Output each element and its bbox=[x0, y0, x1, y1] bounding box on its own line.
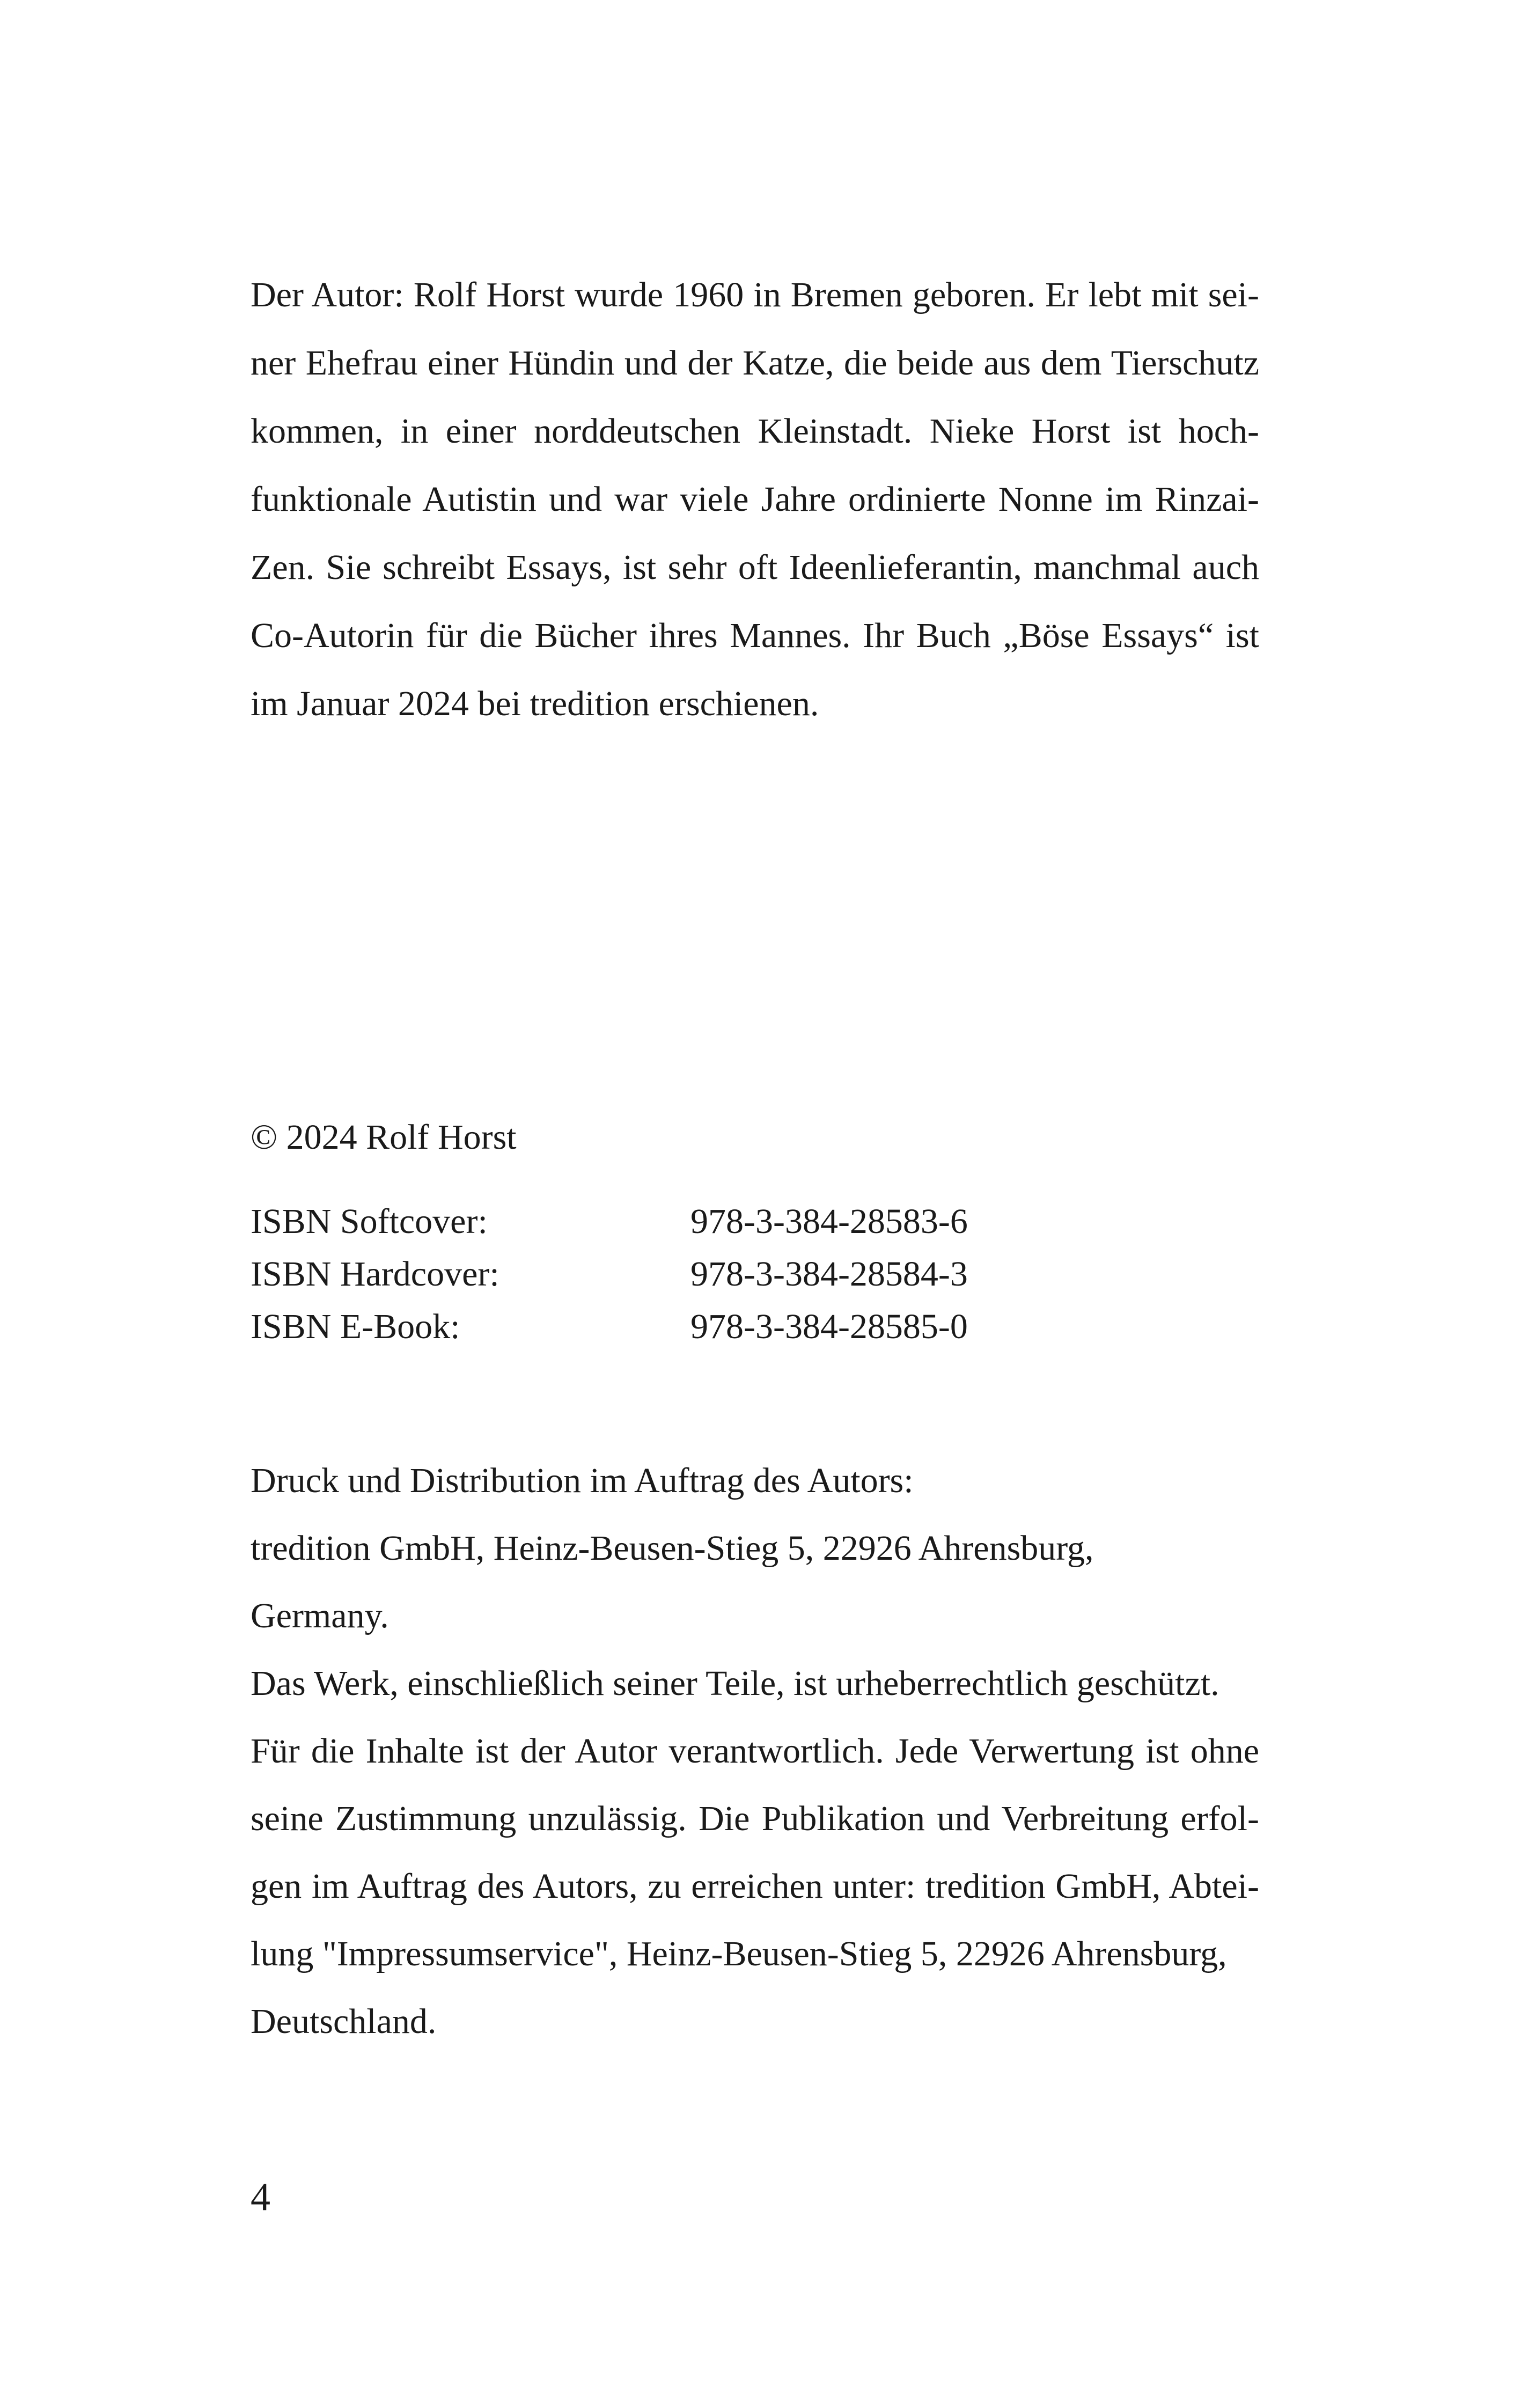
imprint-line: Druck und Distribution im Auftrag des Autors: bbox=[251, 1461, 914, 1500]
isbn-value: 978-3-384-28583-6 bbox=[690, 1202, 968, 1241]
isbn-label: ISBN E-Book: bbox=[251, 1307, 460, 1346]
imprint-line: tredition GmbH, Heinz-Beusen-Stieg 5, 22926 Ahrensburg, bbox=[251, 1529, 1094, 1568]
isbn-row-ebook bbox=[251, 1301, 968, 1353]
imprint-line: Germany. bbox=[251, 1596, 389, 1635]
author-bio bbox=[251, 268, 1259, 745]
imprint-line: Deutschland. bbox=[251, 2002, 437, 2041]
isbn-value: 978-3-384-28584-3 bbox=[690, 1254, 968, 1294]
bio-line: Der Autor: Rolf Horst wurde 1960 in Bremen geboren. Er lebt mit sei- bbox=[251, 275, 1259, 314]
imprint-line: gen im Auftrag des Autors, zu erreichen unter: tredition GmbH, Abtei- bbox=[251, 1867, 1259, 1906]
imprint-notice bbox=[251, 1454, 1259, 2062]
isbn-row-hardcover bbox=[251, 1248, 968, 1301]
bio-line: Co-Autorin für die Bücher ihres Mannes. Ihr Buch „Böse Essays“ ist bbox=[251, 616, 1259, 655]
imprint-line: Das Werk, einschließlich seiner Teile, ist urheberrechtlich geschützt. bbox=[251, 1664, 1219, 1703]
bio-line: funktionale Autistin und war viele Jahre ordinierte Nonne im Rinzai- bbox=[251, 480, 1259, 519]
imprint-line: seine Zustimmung unzulässig. Die Publikation und Verbreitung erfol- bbox=[251, 1799, 1259, 1838]
page-number: 4 bbox=[251, 2175, 270, 2219]
isbn-row-softcover bbox=[251, 1195, 968, 1248]
bio-line: im Januar 2024 bei tredition erschienen. bbox=[251, 684, 819, 723]
bio-line: ner Ehefrau einer Hündin und der Katze, die beide aus dem Tierschutz bbox=[251, 343, 1259, 383]
isbn-list bbox=[251, 1195, 968, 1353]
imprint-line: lung "Impressumservice", Heinz-Beusen-Stieg 5, 22926 Ahrensburg, bbox=[251, 1934, 1227, 1973]
isbn-label: ISBN Softcover: bbox=[251, 1202, 488, 1241]
imprint-line: Für die Inhalte ist der Autor verantwortlich. Jede Verwertung ist ohne bbox=[251, 1731, 1259, 1771]
bio-line: Zen. Sie schreibt Essays, ist sehr oft Ideenlieferantin, manchmal auch bbox=[251, 548, 1259, 587]
isbn-value: 978-3-384-28585-0 bbox=[690, 1307, 968, 1346]
copyright-notice: © 2024 Rolf Horst bbox=[251, 1118, 517, 1157]
isbn-label: ISBN Hardcover: bbox=[251, 1254, 499, 1294]
bio-line: kommen, in einer norddeutschen Kleinstadt. Nieke Horst ist hoch- bbox=[251, 412, 1259, 451]
